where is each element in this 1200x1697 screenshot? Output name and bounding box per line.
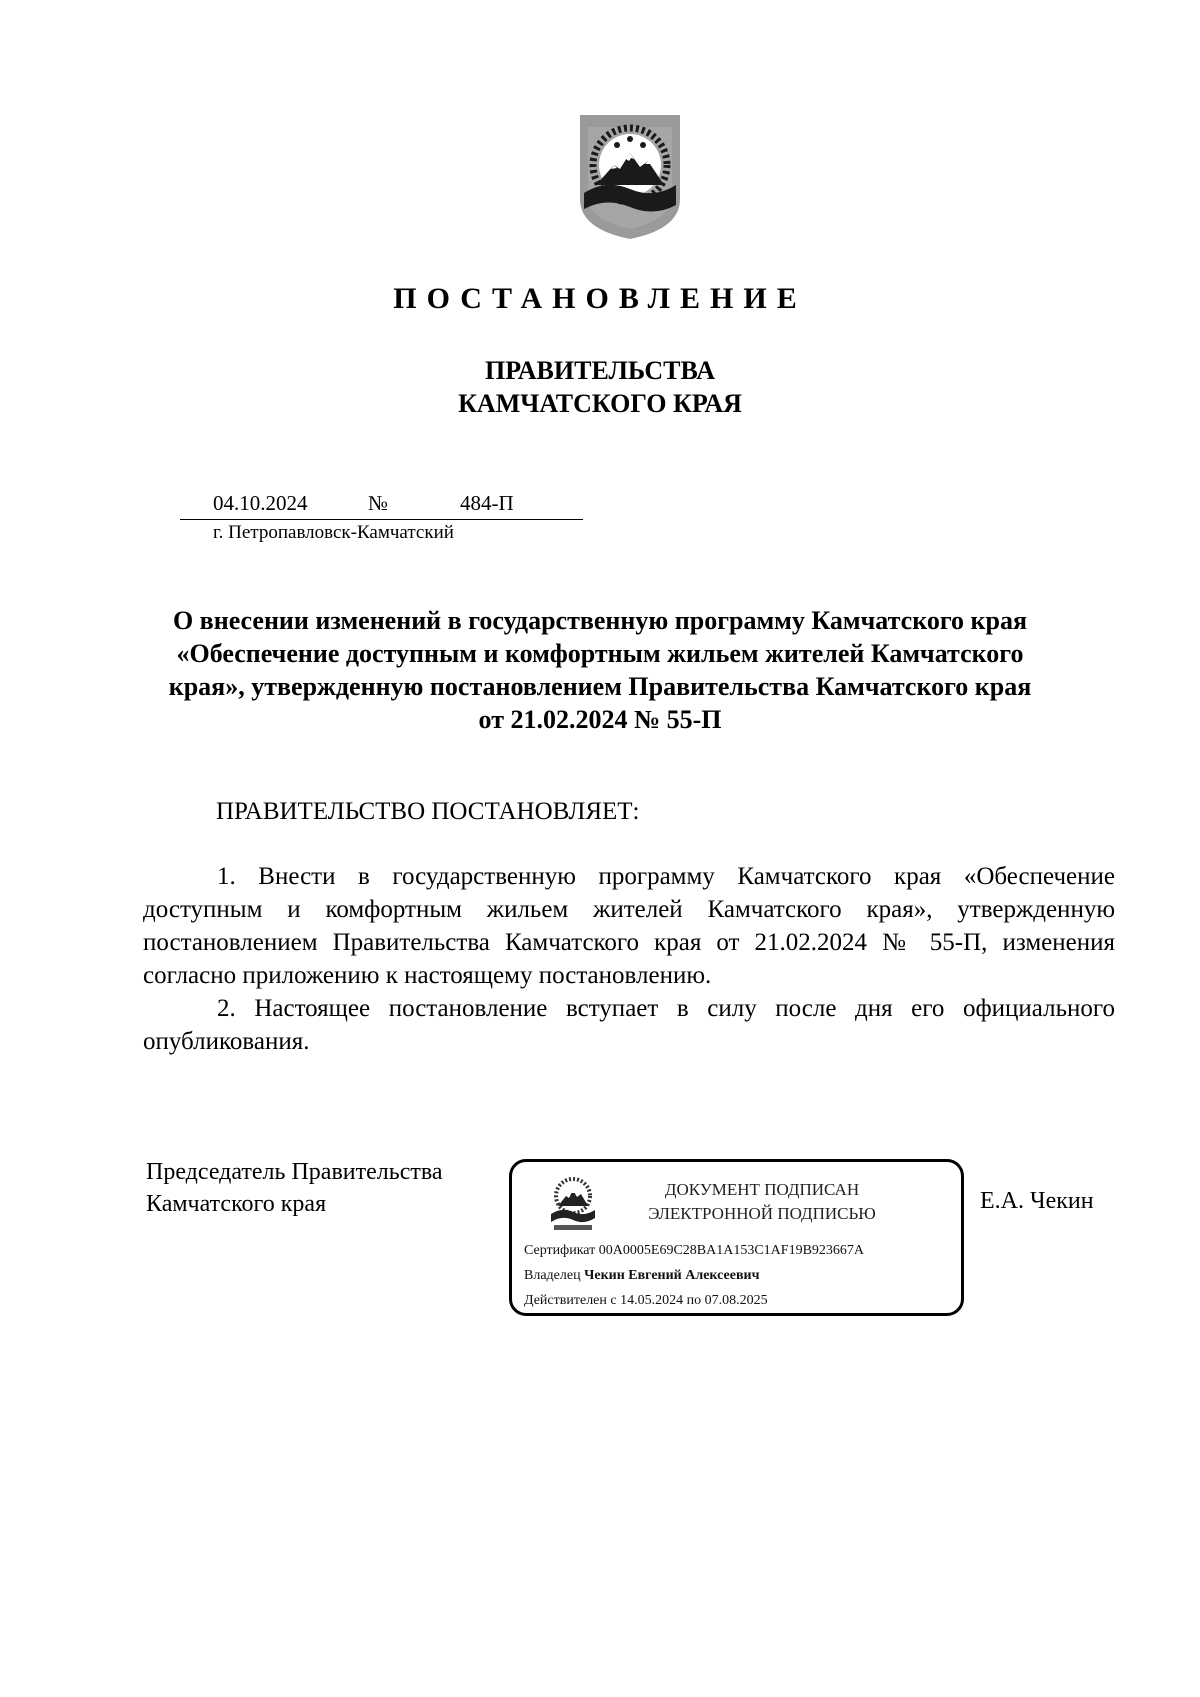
signer-position-line-2: Камчатского края	[146, 1191, 327, 1217]
issuer-line-2: КАМЧАТСКОГО КРАЯ	[458, 389, 742, 418]
subject-line-3: края», утвержденную постановлением Правительства Камчатского края	[168, 672, 1032, 701]
owner-label: Владелец	[524, 1268, 581, 1283]
subject-line-2: «Обеспечение доступным и комфортным жильем жителей Камчатского	[176, 639, 1024, 668]
document-number: 484-П	[460, 491, 514, 515]
resolution-body	[143, 860, 1115, 1058]
valid-to-date: 07.08.2025	[704, 1293, 768, 1308]
stamp-certificate	[524, 1243, 864, 1259]
valid-to-label: по	[686, 1293, 702, 1308]
signer-position	[146, 1156, 443, 1220]
coat-of-arms-icon	[576, 113, 684, 241]
issuer-line-1: ПРАВИТЕЛЬСТВА	[485, 356, 715, 385]
document-city: г. Петропавловск-Камчатский	[213, 522, 454, 543]
subject-line-1: О внесении изменений в государственную программу Камчатского края	[172, 606, 1028, 635]
validity-label: Действителен	[524, 1293, 607, 1308]
stamp-validity	[524, 1293, 768, 1309]
stamp-coat-of-arms-icon	[548, 1174, 598, 1234]
valid-from-date: 14.05.2024	[620, 1293, 684, 1308]
signer-name: Е.А. Чекин	[980, 1188, 1094, 1214]
document-kind-title: ПОСТАНОВЛЕНИЕ	[393, 282, 807, 315]
subject-line-4: от 21.02.2024 № 55-П	[478, 705, 722, 734]
stamp-title-line-1: ДОКУМЕНТ ПОДПИСАН	[664, 1180, 860, 1199]
number-sign: №	[368, 491, 389, 515]
owner-value: Чекин Евгений Алексеевич	[584, 1268, 760, 1283]
signer-position-line-1: Председатель Правительства	[146, 1159, 443, 1185]
document-subject	[140, 604, 1060, 736]
resolution-heading: ПРАВИТЕЛЬСТВО ПОСТАНОВЛЯЕТ:	[216, 798, 640, 825]
valid-from-label: с	[610, 1293, 617, 1308]
resolution-item: 1. Внести в государственную программу Камчатского края «Обеспечение доступным и комфортным жильем жителей Камчатского края», утвержденную постановлением Правительства Камчатского края от 21.02.2024 № 55-П, изменения согласно приложению к настоящему постановлению.	[143, 863, 1115, 989]
document-date: 04.10.2024	[213, 491, 308, 515]
stamp-title	[612, 1178, 912, 1226]
resolution-item: 2. Настоящее постановление вступает в силу после дня его официального опубликования.	[143, 995, 1115, 1055]
issuer-title	[0, 354, 1200, 420]
stamp-title-line-2: ЭЛЕКТРОННОЙ ПОДПИСЬЮ	[648, 1204, 876, 1223]
stamp-owner	[524, 1268, 759, 1284]
certificate-label: Сертификат	[524, 1243, 596, 1258]
certificate-value: 00A0005E69C28BA1A153C1AF19B923667A	[598, 1243, 865, 1258]
